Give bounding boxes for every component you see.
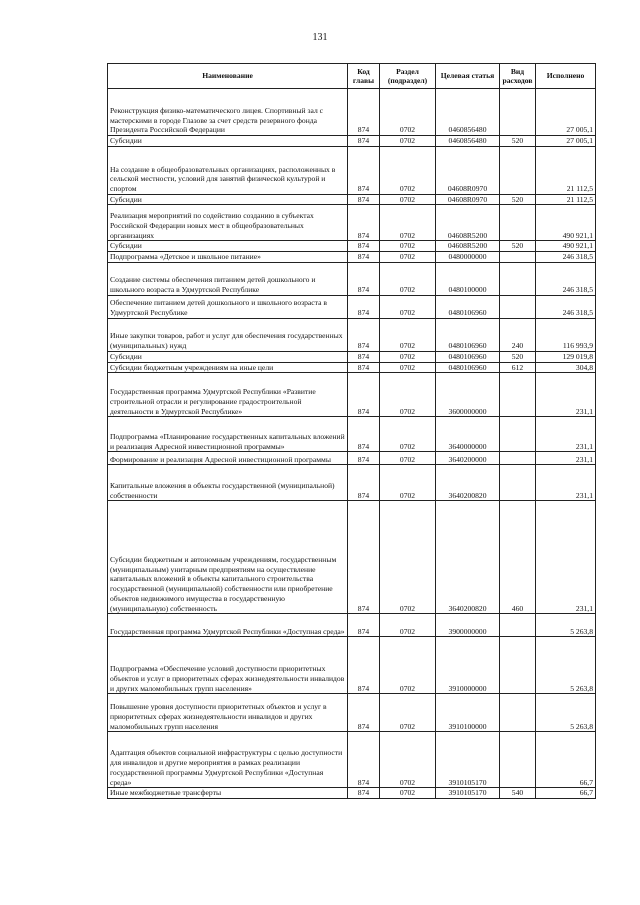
row-section: 0702: [380, 295, 436, 318]
row-name: Обеспечение питанием детей дошкольного и школьного возраста в Удмуртской Республике: [108, 295, 348, 318]
row-name: Субсидии: [108, 241, 348, 252]
row-target: 0480000000: [436, 252, 500, 263]
row-name: Подпрограмма «Планирование государственных капитальных вложений и реализация Адресной инвестиционной программы»: [108, 417, 348, 452]
row-code: 874: [348, 241, 380, 252]
row-code: 874: [348, 146, 380, 194]
row-name: Субсидии: [108, 136, 348, 147]
row-done: 21 112,5: [536, 194, 596, 205]
row-done: 27 005,1: [536, 136, 596, 147]
row-code: 874: [348, 637, 380, 694]
table-row: [108, 252, 596, 263]
row-code: 874: [348, 262, 380, 295]
row-type: 460: [500, 501, 536, 614]
table-row: [108, 89, 596, 136]
table-row: [108, 318, 596, 351]
row-code: 874: [348, 89, 380, 136]
header-type: Вид расходов: [500, 64, 536, 89]
row-code: 874: [348, 501, 380, 614]
header-code: Код главы: [348, 64, 380, 89]
row-done: 246 318,5: [536, 295, 596, 318]
row-name: Субсидии: [108, 351, 348, 362]
table-row: [108, 788, 596, 799]
row-section: 0702: [380, 614, 436, 637]
header-section: Раздел (подраздел): [380, 64, 436, 89]
row-name: Государственная программа Удмуртской Республики «Развитие строительной отрасли и регулирование градостроительной деятельности в Удмуртской Республике»: [108, 373, 348, 417]
table-row: [108, 614, 596, 637]
row-name: Реализация мероприятий по содействию созданию в субъектах Российской Федерации новых мест в общеобразовательных организациях: [108, 205, 348, 241]
row-name: Субсидии бюджетным учреждениям на иные цели: [108, 362, 348, 373]
row-section: 0702: [380, 417, 436, 452]
row-section: 0702: [380, 452, 436, 465]
table-row: [108, 362, 596, 373]
row-section: 0702: [380, 205, 436, 241]
row-target: 0480100000: [436, 262, 500, 295]
row-target: 0460856480: [436, 89, 500, 136]
row-section: 0702: [380, 262, 436, 295]
row-section: 0702: [380, 146, 436, 194]
row-code: 874: [348, 788, 380, 799]
header-row: [108, 64, 596, 89]
row-type: 612: [500, 362, 536, 373]
row-code: 874: [348, 465, 380, 501]
row-code: 874: [348, 205, 380, 241]
row-target: 3640200820: [436, 501, 500, 614]
row-done: 231,1: [536, 501, 596, 614]
row-done: 5 263,8: [536, 614, 596, 637]
row-target: 3910105170: [436, 788, 500, 799]
row-done: 231,1: [536, 373, 596, 417]
row-section: 0702: [380, 318, 436, 351]
row-code: 874: [348, 252, 380, 263]
row-target: 3910100000: [436, 694, 500, 732]
table-row: [108, 637, 596, 694]
row-done: 21 112,5: [536, 146, 596, 194]
row-code: 874: [348, 417, 380, 452]
row-section: 0702: [380, 694, 436, 732]
row-name: На создание в общеобразовательных организациях, расположенных в сельской местности, условий для занятий физической культурой и спортом: [108, 146, 348, 194]
row-target: 04608R0970: [436, 146, 500, 194]
row-type: 240: [500, 318, 536, 351]
row-target: 0480106960: [436, 318, 500, 351]
row-code: 874: [348, 318, 380, 351]
row-target: 3640200820: [436, 465, 500, 501]
row-done: 27 005,1: [536, 89, 596, 136]
row-section: 0702: [380, 501, 436, 614]
row-type: [500, 262, 536, 295]
row-done: 129 019,8: [536, 351, 596, 362]
table-row: [108, 694, 596, 732]
row-target: 04608R5200: [436, 241, 500, 252]
row-type: [500, 694, 536, 732]
row-section: 0702: [380, 373, 436, 417]
row-target: 3900000000: [436, 614, 500, 637]
row-code: 874: [348, 614, 380, 637]
row-target: 0460856480: [436, 136, 500, 147]
row-type: 520: [500, 241, 536, 252]
row-done: 5 263,8: [536, 694, 596, 732]
table-row: [108, 465, 596, 501]
row-section: 0702: [380, 351, 436, 362]
table-row: [108, 452, 596, 465]
row-code: 874: [348, 452, 380, 465]
row-type: [500, 732, 536, 788]
row-section: 0702: [380, 194, 436, 205]
row-section: 0702: [380, 732, 436, 788]
row-name: Капитальные вложения в объекты государственной (муниципальной) собственности: [108, 465, 348, 501]
row-type: 520: [500, 136, 536, 147]
row-code: 874: [348, 694, 380, 732]
row-type: [500, 373, 536, 417]
row-target: 3640000000: [436, 417, 500, 452]
row-name: Повышение уровня доступности приоритетных объектов и услуг в приоритетных сферах жизнедеятельности инвалидов и других маломобильных групп населения: [108, 694, 348, 732]
row-code: 874: [348, 362, 380, 373]
table-row: [108, 417, 596, 452]
row-code: 874: [348, 295, 380, 318]
row-name: Государственная программа Удмуртской Республики «Доступная среда»: [108, 614, 348, 637]
table-row: [108, 501, 596, 614]
row-done: 5 263,8: [536, 637, 596, 694]
table-row: [108, 194, 596, 205]
row-type: [500, 205, 536, 241]
row-type: [500, 452, 536, 465]
row-name: Субсидии: [108, 194, 348, 205]
row-done: 304,8: [536, 362, 596, 373]
row-type: 520: [500, 351, 536, 362]
row-name: Иные закупки товаров, работ и услуг для обеспечения государственных (муниципальных) нужд: [108, 318, 348, 351]
table-row: [108, 136, 596, 147]
row-section: 0702: [380, 362, 436, 373]
row-target: 3910000000: [436, 637, 500, 694]
row-target: 0480106960: [436, 351, 500, 362]
row-done: 231,1: [536, 465, 596, 501]
row-name: Формирование и реализация Адресной инвестиционной программы: [108, 452, 348, 465]
row-done: 490 921,1: [536, 205, 596, 241]
row-code: 874: [348, 136, 380, 147]
row-section: 0702: [380, 788, 436, 799]
row-done: 246 318,5: [536, 252, 596, 263]
row-code: 874: [348, 351, 380, 362]
row-done: 116 993,9: [536, 318, 596, 351]
row-name: Подпрограмма «Детское и школьное питание»: [108, 252, 348, 263]
table-row: [108, 146, 596, 194]
row-type: [500, 614, 536, 637]
table-row: [108, 732, 596, 788]
row-name: Иные межбюджетные трансферты: [108, 788, 348, 799]
row-target: 3640200000: [436, 452, 500, 465]
row-target: 04608R5200: [436, 205, 500, 241]
row-done: 246 318,5: [536, 262, 596, 295]
row-name: Подпрограмма «Обеспечение условий доступности приоритетных объектов и услуг в приоритетных сферах жизнедеятельности инвалидов и других маломобильных групп населения»: [108, 637, 348, 694]
row-done: 231,1: [536, 417, 596, 452]
row-code: 874: [348, 732, 380, 788]
row-code: 874: [348, 194, 380, 205]
row-type: [500, 465, 536, 501]
row-type: [500, 637, 536, 694]
row-target: 3600000000: [436, 373, 500, 417]
row-target: 0480106960: [436, 362, 500, 373]
row-type: 540: [500, 788, 536, 799]
row-done: 231,1: [536, 452, 596, 465]
row-code: 874: [348, 373, 380, 417]
row-target: 3910105170: [436, 732, 500, 788]
table-row: [108, 295, 596, 318]
row-done: 66,7: [536, 732, 596, 788]
row-done: 66,7: [536, 788, 596, 799]
table-row: [108, 351, 596, 362]
row-section: 0702: [380, 637, 436, 694]
row-done: 490 921,1: [536, 241, 596, 252]
row-type: [500, 417, 536, 452]
row-type: [500, 295, 536, 318]
row-type: 520: [500, 194, 536, 205]
row-target: 0480106960: [436, 295, 500, 318]
row-section: 0702: [380, 465, 436, 501]
table-row: [108, 205, 596, 241]
table-row: [108, 262, 596, 295]
row-name: Реконструкция физико-математического лицея. Спортивный зал с мастерскими в городе Глазове за счет средств резервного фонда Президента Российской Федерации: [108, 89, 348, 136]
row-name: Создание системы обеспечения питанием детей дошкольного и школьного возраста в Удмуртской Республике: [108, 262, 348, 295]
header-target: Целевая статья: [436, 64, 500, 89]
row-section: 0702: [380, 252, 436, 263]
table-row: [108, 241, 596, 252]
table-row: [108, 373, 596, 417]
row-type: [500, 146, 536, 194]
row-type: [500, 89, 536, 136]
budget-table: [107, 63, 596, 799]
header-name: Наименование: [108, 64, 348, 89]
row-type: [500, 252, 536, 263]
row-section: 0702: [380, 241, 436, 252]
row-name: Субсидии бюджетным и автономным учреждениям, государственным (муниципальным) унитарным предприятиям на осуществление капитальных вложений в объекты капитального строительства государственной (муниципальной) собственности или приобретение объектов недвижимого имущества в государственную (муниципальную) собственность: [108, 501, 348, 614]
row-target: 04608R0970: [436, 194, 500, 205]
row-section: 0702: [380, 89, 436, 136]
header-done: Исполнено: [536, 64, 596, 89]
row-name: Адаптация объектов социальной инфраструктуры с целью доступности для инвалидов и другие мероприятия в рамках реализации государственной программы Удмуртской Республики «Доступная среда»: [108, 732, 348, 788]
page-number: 131: [312, 32, 328, 43]
row-section: 0702: [380, 136, 436, 147]
